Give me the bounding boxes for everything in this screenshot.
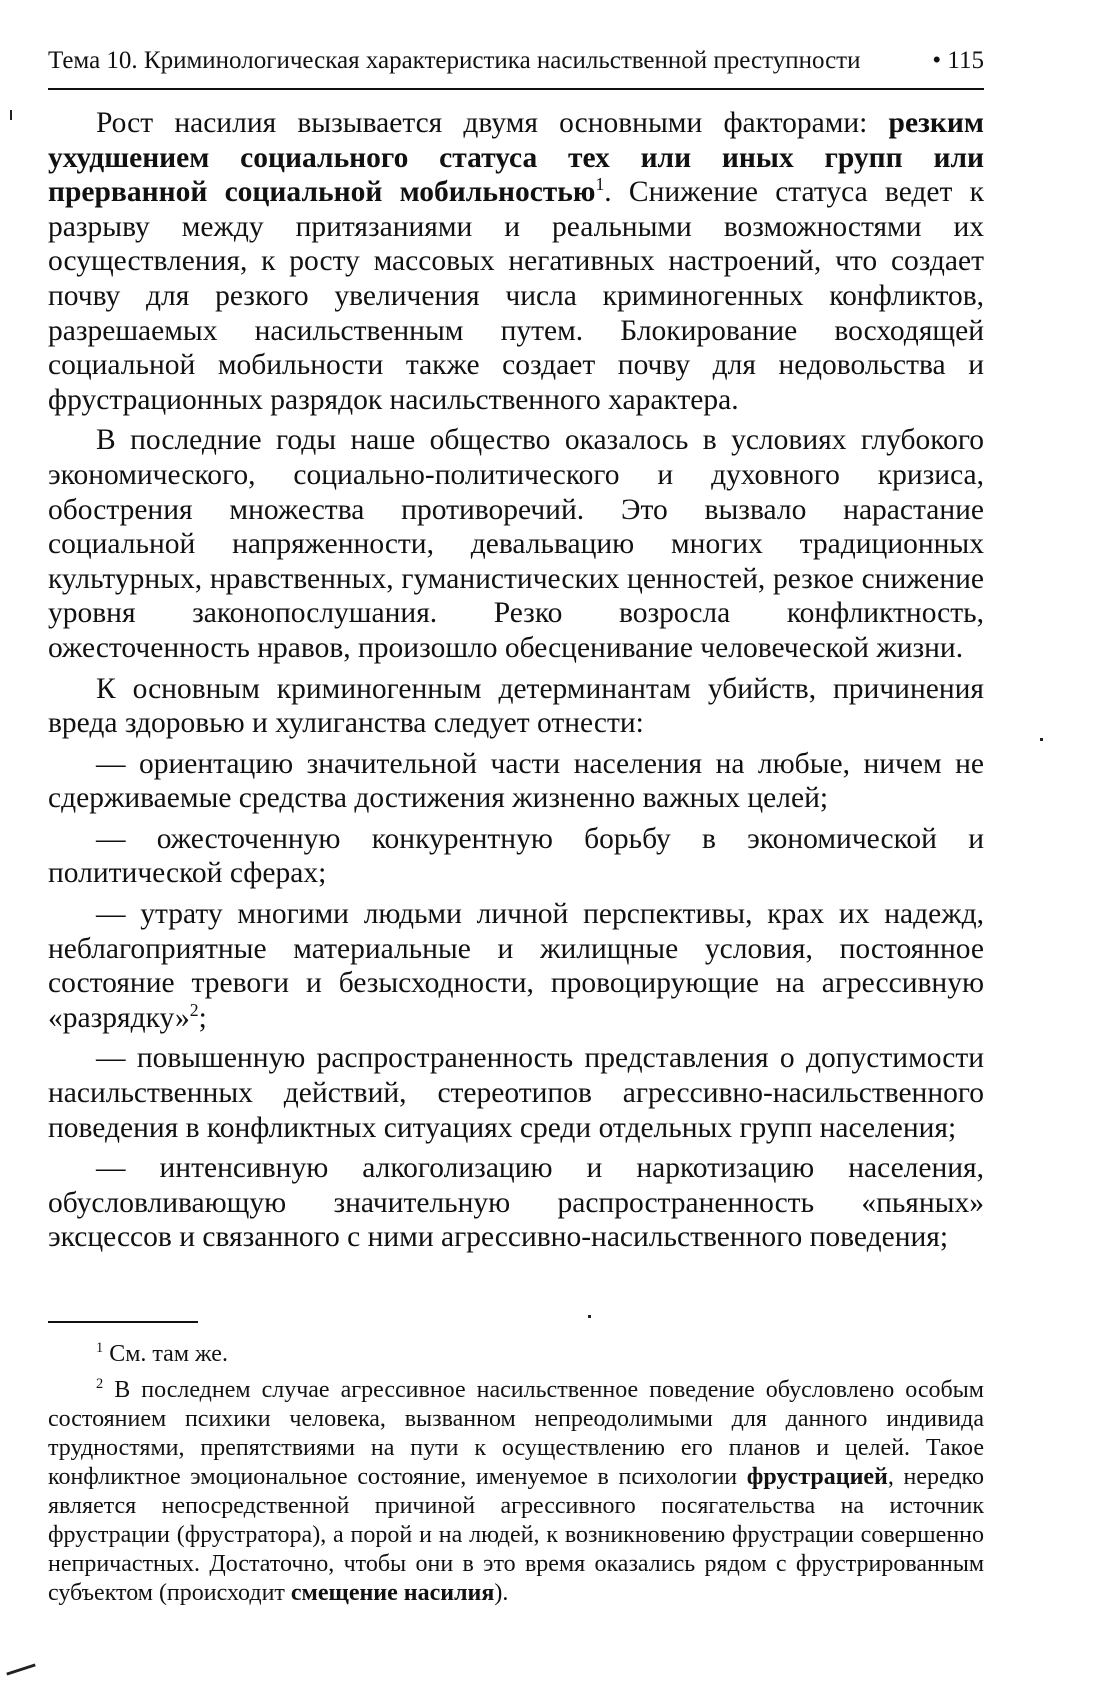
footnote-mark-2: 2 [96, 1376, 104, 1392]
header-divider [48, 88, 984, 90]
list-item: — повышенную распространенность представления о допустимости насильственных действий, стереотипов агрессивно-насильственного поведения в конфликтных ситуациях среди отдельных групп населения; [48, 1042, 984, 1144]
footnote-2: $^2$ В последнем случае агрессивное насильственное поведение обусловлено особым состоянием психики человека, вызванном непреодолимыми для данного индивида трудностями, препятствиями на пути к осуществлению его планов и целей. Такое конфликтное эмоциональное состояние, именуемое в психологии фрустрацией, нередко является непосредственной причиной агрессивного посягательства на источник фрустрации (фрустратора), а порой и на людей, к возникновению фрустрации совершенно непричастных. Достаточно, чтобы они в это время оказались рядом с фрустрированным субъектом (происходит смещение насилия). [48, 1376, 984, 1606]
scan-speck [1040, 738, 1043, 741]
footnote-1: $^1$ См. там же. [96, 1340, 228, 1367]
bold-phrase: резким ухудшением социального статуса тех или иных групп или прерванной социальной мобильностью [48, 107, 984, 209]
paragraph-1: Рост насилия вызывается двумя основными факторами: резким ухудшением социального статуса тех или иных групп или прерванной социальной мобильностью$^1$. Снижение статуса ведет к разрыву между притязаниями и реальными возможностями их осуществления, к росту массовых негативных настроений, что создает почву для резкого увеличения числа криминогенных конфликтов, разрешаемых насильственным путем. Блокирование восходящей социальной мобильности также создает почву для недовольства и фрустрационных разрядок насильственного характера. [48, 107, 984, 416]
scan-speck [10, 110, 12, 120]
bold-term: фрустрацией [746, 1464, 888, 1490]
running-header [48, 46, 984, 76]
list-item: — интенсивную алкоголизацию и наркотизацию населения, обусловливающую значительную распространенность «пьяных» эксцессов и связанного с ними агрессивно-насильственного поведения; [48, 1152, 984, 1254]
footnotes [48, 1340, 984, 1615]
scan-speck [588, 1315, 591, 1318]
scan-speck [6, 1663, 35, 1675]
paragraph-2: В последние годы наше общество оказалось в условиях глубокого экономического, социально-политического и духовного кризиса, обострения множества противоречий. Это вызвало нарастание социальной напряженности, девальвацию многих традиционных культурных, нравственных, гуманистических ценностей, резкое снижение уровня законопослушания. Резко возросла конфликтность, ожесточенность нравов, произошло обесценивание человеческой жизни. [48, 424, 984, 664]
main-text [48, 106, 984, 1261]
bold-term: смещение насилия [290, 1580, 495, 1606]
footnote-ref-1: 1 [595, 174, 605, 195]
footnote-mark-1: 1 [96, 1340, 104, 1356]
list-item: — утрату многими людьми личной перспективы, крах их надежд, неблагоприятные материальные и жилищные условия, постоянное состояние тревоги и безысходности, провоцирующие на агрессивную «разрядку»$^2$; [48, 898, 984, 1034]
footnote-ref-2: 2 [189, 1000, 199, 1021]
list-item: — ориентацию значительной части населения на любые, ничем не сдерживаемые средства достижения жизненно важных целей; [48, 747, 984, 815]
list-item: — ожесточенную конкурентную борьбу в экономической и политической сферах; [48, 822, 984, 890]
paragraph-3: К основным криминогенным детерминантам убийств, причинения вреда здоровью и хулиганства следует отнести: [48, 672, 984, 740]
footnote-divider [48, 1321, 198, 1323]
running-header-title: Тема 10. Криминологическая характеристика насильственной преступности [48, 47, 861, 74]
page-number: • 115 [932, 47, 984, 74]
